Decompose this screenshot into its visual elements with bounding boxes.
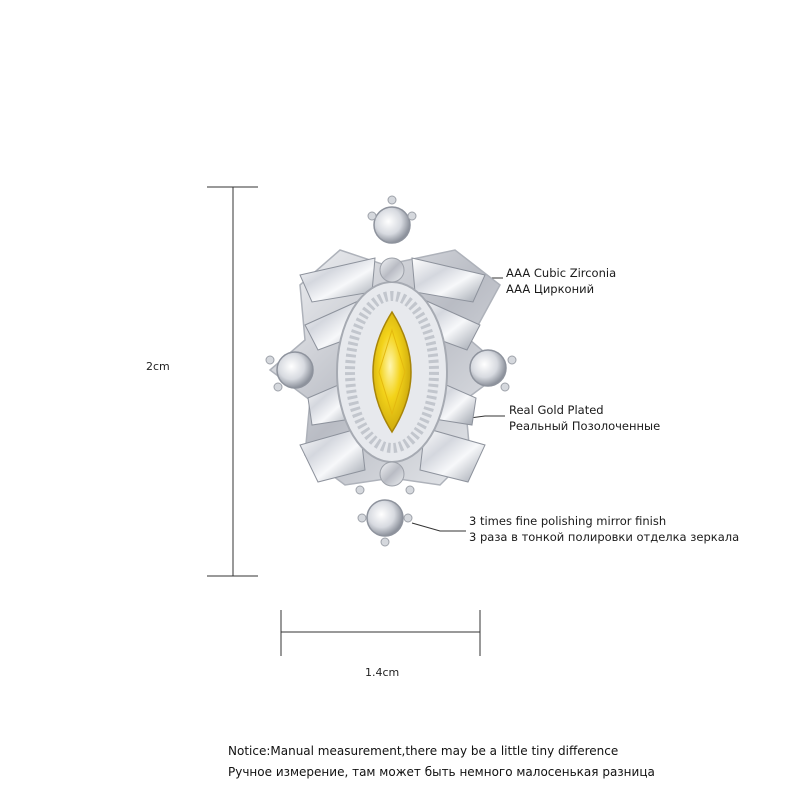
callout-zirconia-ru: AAA Цирконий bbox=[506, 282, 595, 296]
callout-gold-plated bbox=[509, 402, 660, 434]
width-dimension-line bbox=[281, 610, 480, 656]
callout-polishing-ru: 3 раза в тонкой полировки отделка зеркала bbox=[469, 530, 740, 544]
callout-gold-plated-en: Real Gold Plated bbox=[509, 403, 604, 417]
notice-ru: Ручное измерение, там может быть немного малосенькая разница bbox=[228, 765, 655, 779]
callout-gold-plated-ru: Реальный Позолоченные bbox=[509, 419, 661, 433]
callout-polishing-en: 3 times fine polishing mirror finish bbox=[469, 514, 667, 528]
notice-en: Notice:Manual measurement,there may be a little tiny difference bbox=[228, 744, 619, 758]
width-label: 1.4cm bbox=[365, 666, 400, 679]
height-label: 2cm bbox=[146, 360, 170, 373]
callout-polishing bbox=[469, 513, 739, 545]
height-dimension-line bbox=[207, 187, 258, 576]
callout-zirconia-en: AAA Cubic Zirconia bbox=[506, 266, 617, 280]
earring bbox=[266, 196, 516, 546]
callout-zirconia bbox=[506, 265, 616, 297]
